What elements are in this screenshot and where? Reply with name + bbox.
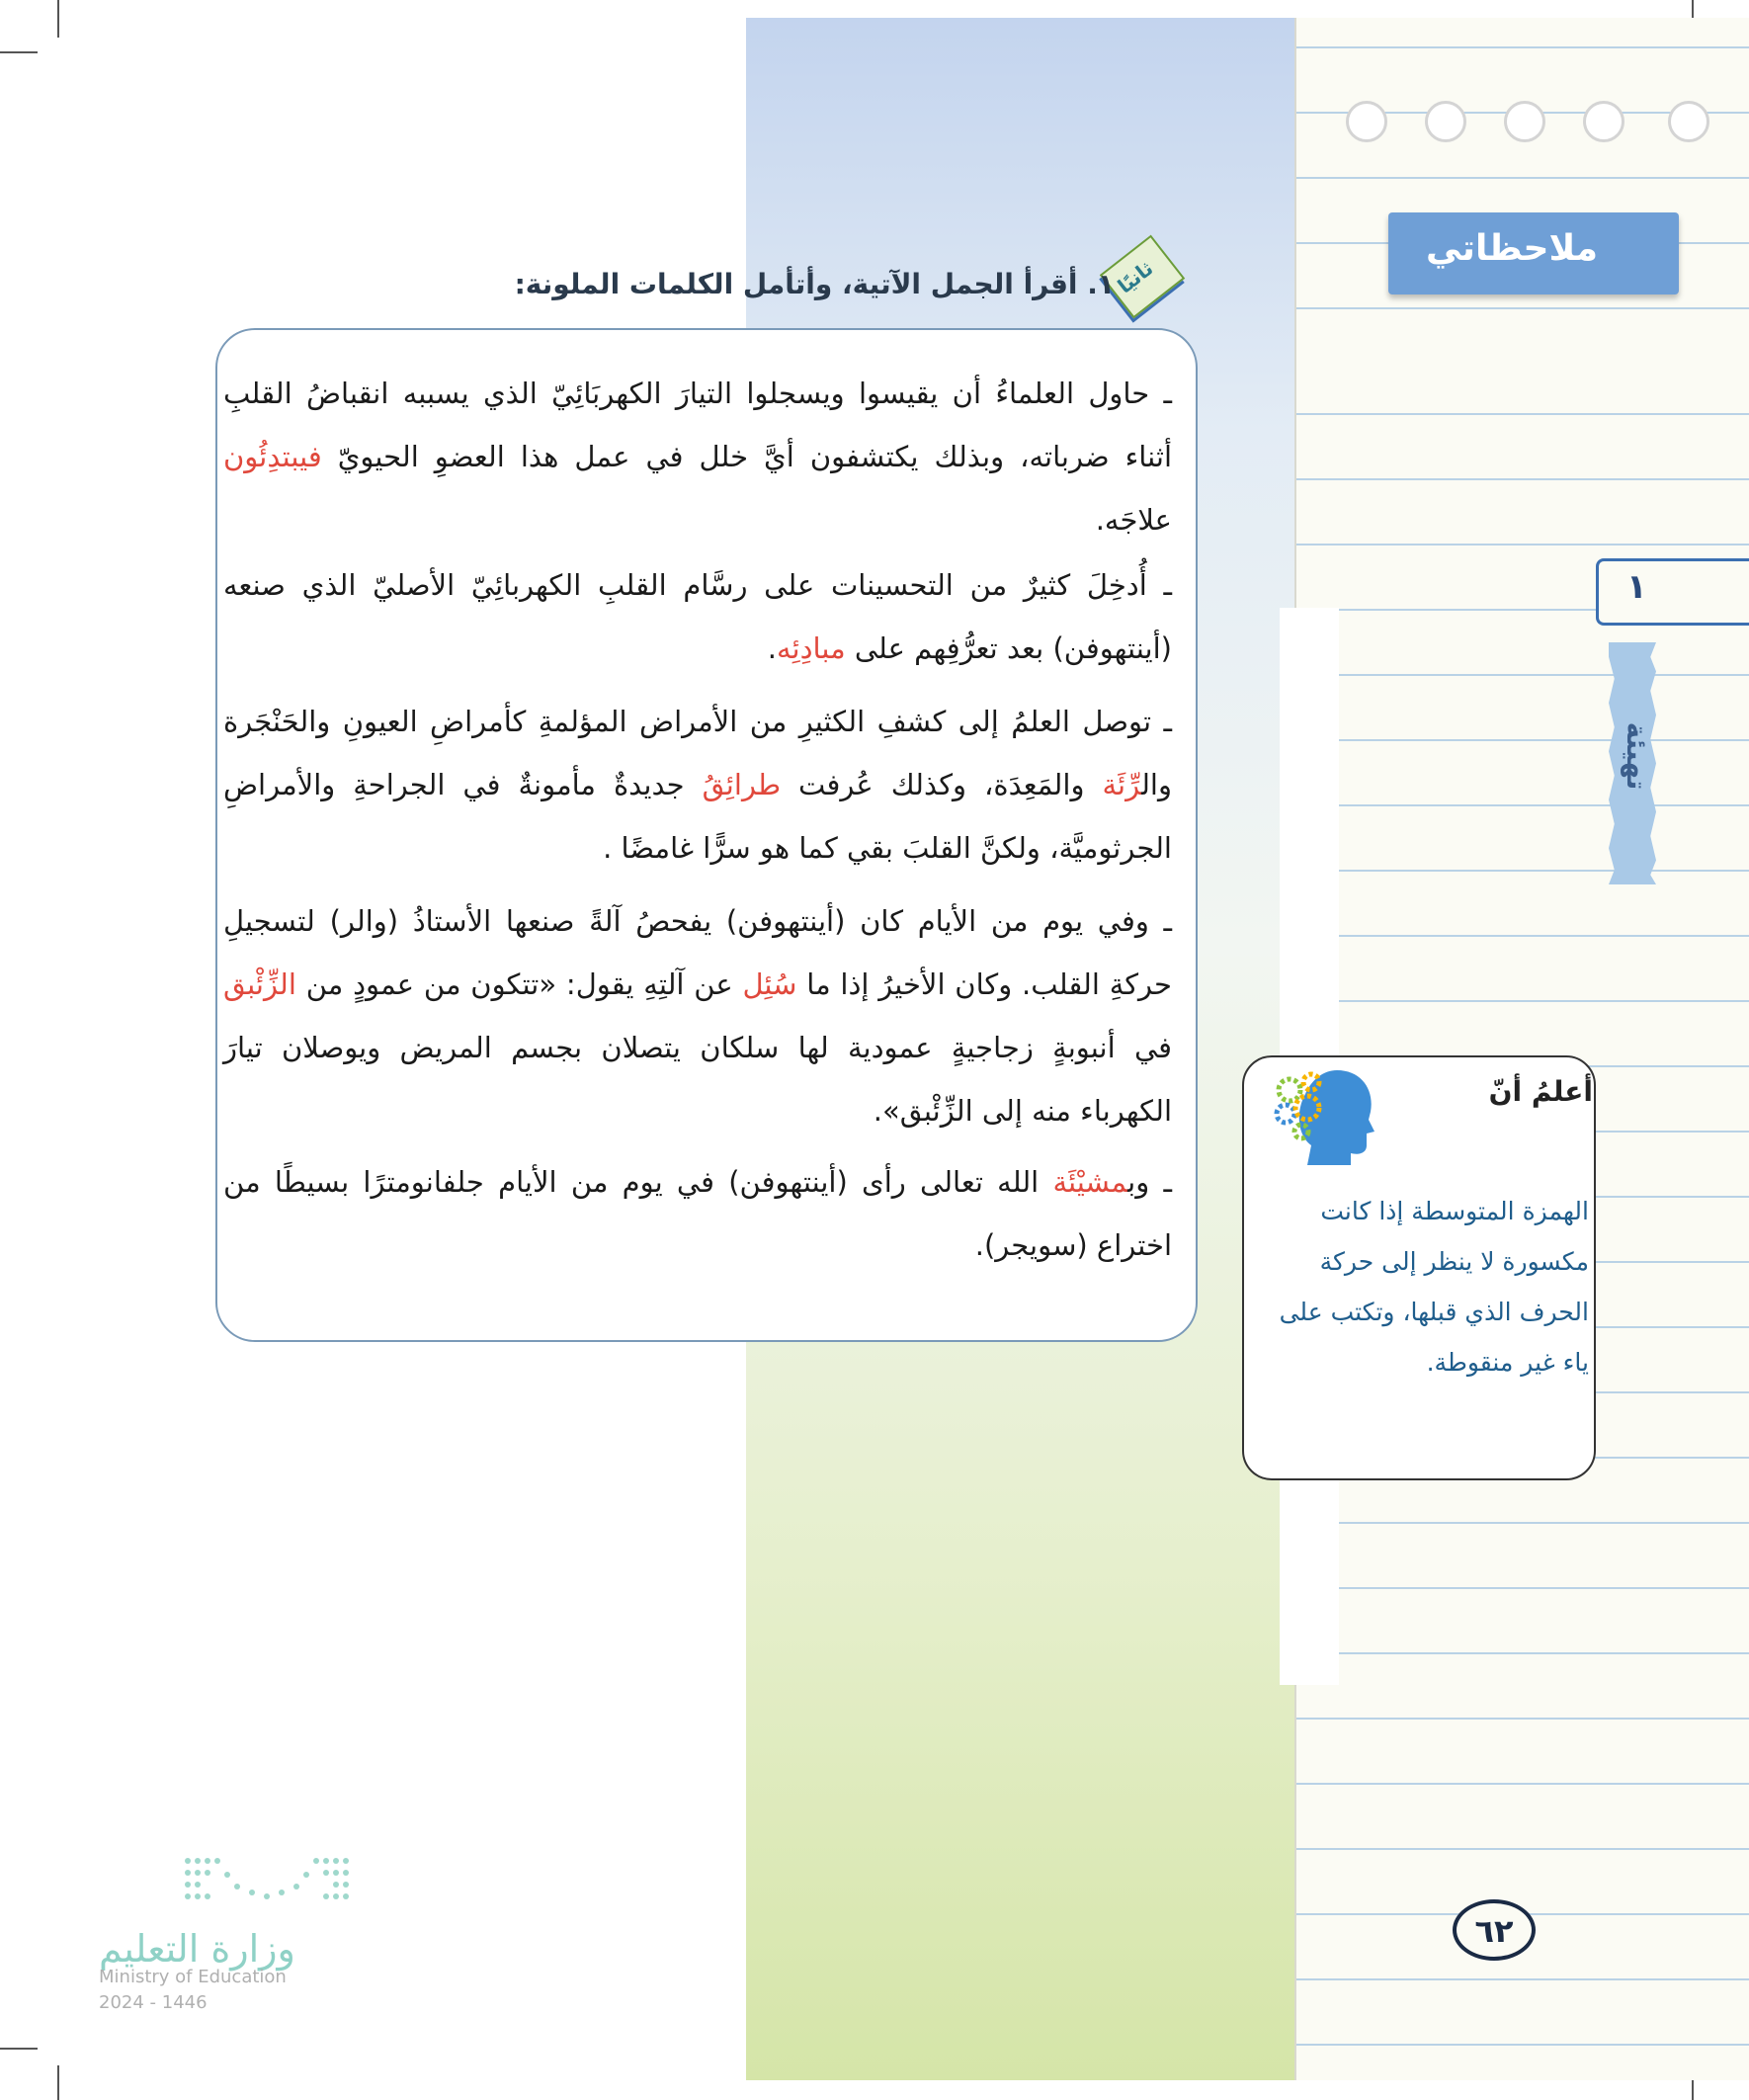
text-run: ـ حاول العلماءُ أن يقيسوا ويسجلوا التيارَ الكهربَائِيّ الذي يسببه انقباضُ القلبِ أثناء ضرباته، وبذلك يكتشفون أيَّ خلل في عمل هذا العضوِ الحيويّ <box>223 377 1172 473</box>
text-run: . <box>767 631 777 665</box>
unit-number: ١ <box>1626 567 1647 607</box>
notes-title: ملاحظاتي <box>1426 228 1599 269</box>
text-run: ـ أُدخِلَ كثيرٌ من التحسينات على رسَّام القلبِ الكهربائِيّ الأصليّ الذي صنعه (أينتهوفن) بعد تعرُّفِهم على <box>223 568 1172 665</box>
binder-hole <box>1668 101 1709 142</box>
binder-hole <box>1425 101 1466 142</box>
unit-number-box <box>1596 558 1749 626</box>
paragraph-5 <box>223 1150 1172 1277</box>
head-gears-icon <box>1268 1062 1376 1166</box>
notebook-sidebar <box>1294 18 1749 2080</box>
notes-tab <box>1388 212 1679 294</box>
highlighted-word: مبادِئِه <box>776 631 846 665</box>
ministry-name-ar: وزارة التعليم <box>99 1927 295 1971</box>
instruction-heading: ١. أقرأ الجمل الآتية، وأتأمل الكلمات الملونة: <box>514 268 1115 300</box>
section-tag-label: ثانيًا <box>1113 256 1158 298</box>
paragraph-2 <box>223 553 1172 680</box>
crop-mark <box>57 0 59 38</box>
highlighted-word: مشيْئَة <box>1052 1165 1128 1199</box>
knowledge-title: أعلمُ أنّ <box>1488 1075 1593 1108</box>
paragraph-3 <box>223 690 1172 880</box>
text-run: والمَعِدَة، وكذلك عُرفت <box>781 768 1103 801</box>
text-run: ـ وب <box>1127 1165 1172 1199</box>
paragraph-4 <box>223 889 1172 1142</box>
page-number <box>1453 1899 1536 1961</box>
ministry-name-en: Ministry of Education <box>99 1967 287 1987</box>
paragraph-1 <box>223 362 1172 551</box>
binder-hole <box>1504 101 1545 142</box>
text-run: جديدةٌ مأمونةٌ في الجراحةِ والأمراضِ الجرثوميَّة، ولكنَّ القلبَ بقي كما هو سرًّا غامضًا . <box>223 768 1172 865</box>
text-run: ـ توصل العلمُ إلى كشفِ الكثيرِ من الأمراض المؤلمةِ كأمراضِ العيونِ والحَنْجَرة وال <box>223 705 1172 801</box>
highlighted-word: رِّئَة <box>1102 768 1142 801</box>
binder-hole <box>1346 101 1387 142</box>
text-run: في أنبوبةٍ زجاجيةٍ عمودية لها سلكان يتصلان بجسم المريض ويوصلان تيارَ الكهرباء منه إلى الزِّئْبق». <box>223 1031 1172 1128</box>
binder-hole <box>1583 101 1624 142</box>
ministry-year: 2024 - 1446 <box>99 1992 208 2013</box>
crop-mark <box>0 51 38 53</box>
ribbon-label: تهيئة <box>1621 721 1653 791</box>
text-run: علاجَه. <box>1095 503 1172 537</box>
page-number-label: ٦٢ <box>1474 1912 1514 1950</box>
highlighted-word: طرائِقُ <box>702 768 782 801</box>
crop-mark <box>0 2048 38 2050</box>
text-run: الله تعالى رأى (أينتهوفن) في يوم من الأيام جلفانومترًا بسيطًا من اختراع (سويجر). <box>223 1165 1172 1262</box>
text-run: ـ وفي يوم من الأيام كان (أينتهوفن) يفحصُ آلةً صنعها الأستاذُ (والر) لتسجيلِ حركةِ القلب. وكان الأخيرُ إذا ما <box>223 904 1172 1001</box>
knowledge-text: الهمزة المتوسطة إذا كانت مكسورة لا ينظر إلى حركة الحرف الذي قبلها، وتكتب على ياء غير منقوطة. <box>1279 1197 1589 1377</box>
text-run: عن آلتِهِ يقول: «تتكون من عمودٍ من <box>295 967 743 1001</box>
ministry-logo-icon <box>178 1853 356 1914</box>
highlighted-word: فيبتدِئُون <box>223 440 322 473</box>
highlighted-word: الزِّئْبق <box>223 967 296 1001</box>
highlighted-word: سُئِل <box>742 967 797 1001</box>
crop-mark <box>57 2065 59 2100</box>
